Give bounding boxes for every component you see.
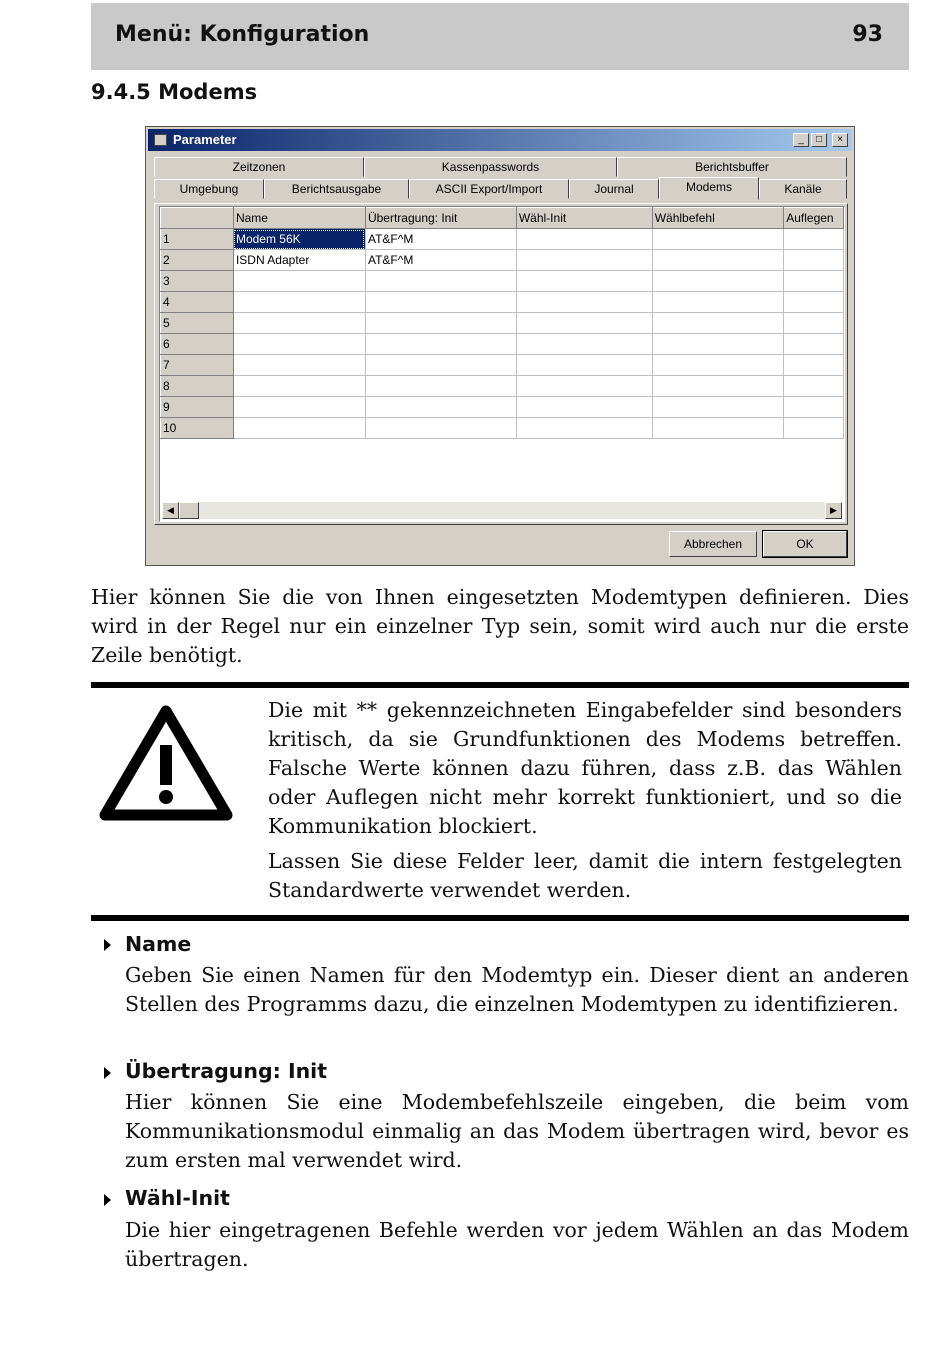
cell-waehlbefehl[interactable] <box>652 313 784 334</box>
cell-auflegen[interactable] <box>784 418 844 439</box>
cell-auflegen[interactable] <box>784 229 844 250</box>
warning-text-2: Lassen Sie diese Felder leer, damit die intern festgelegten Standardwerte verwendet werden. <box>268 849 902 902</box>
cell-name[interactable] <box>233 313 365 334</box>
cell-auflegen[interactable] <box>784 334 844 355</box>
column-header[interactable]: Auflegen <box>784 208 844 229</box>
item-title-waehl-init: Wähl-Init <box>125 1186 230 1210</box>
section-title: 9.4.5 Modems <box>91 80 258 104</box>
cell-waehlbefehl[interactable] <box>652 355 784 376</box>
tab-zeitzonen[interactable]: Zeitzonen <box>154 157 364 177</box>
cell-auflegen[interactable] <box>784 313 844 334</box>
cell-auflegen[interactable] <box>784 376 844 397</box>
cell-name[interactable] <box>233 355 365 376</box>
tab-berichtsbuffer[interactable]: Berichtsbuffer <box>617 157 847 177</box>
tab-umgebung[interactable]: Umgebung <box>154 179 264 199</box>
cell-waehl-init[interactable] <box>516 292 652 313</box>
cancel-button[interactable]: Abbrechen <box>669 531 757 557</box>
close-button[interactable]: × <box>832 133 848 147</box>
cell-waehl-init[interactable] <box>516 229 652 250</box>
parameter-dialog <box>145 126 855 566</box>
maximize-button[interactable]: □ <box>811 133 827 147</box>
bullet-arrow-icon <box>104 1067 111 1079</box>
cell-name[interactable] <box>233 292 365 313</box>
cell-waehl-init[interactable] <box>516 418 652 439</box>
bullet-arrow-icon <box>104 939 111 951</box>
cell-init[interactable] <box>365 334 516 355</box>
row-number[interactable]: 1 <box>161 229 234 250</box>
table-row[interactable] <box>161 355 844 376</box>
scroll-thumb[interactable] <box>179 502 199 519</box>
table-row[interactable] <box>161 376 844 397</box>
tab-journal[interactable]: Journal <box>569 179 659 199</box>
row-number[interactable]: 2 <box>161 250 234 271</box>
cell-waehl-init[interactable] <box>516 271 652 292</box>
cell-name[interactable] <box>233 418 365 439</box>
column-header[interactable]: Wählbefehl <box>652 208 784 229</box>
cell-name[interactable] <box>233 334 365 355</box>
page-number: 93 <box>852 22 883 47</box>
row-number[interactable]: 9 <box>161 397 234 418</box>
cell-waehl-init[interactable] <box>516 376 652 397</box>
cell-name[interactable]: Modem 56K <box>233 229 365 250</box>
cell-waehlbefehl[interactable] <box>652 250 784 271</box>
item-title-init: Übertragung: Init <box>125 1059 327 1083</box>
cell-auflegen[interactable] <box>784 250 844 271</box>
grid-corner <box>161 208 234 229</box>
ok-button[interactable]: OK <box>763 531 847 557</box>
bullet-arrow-icon <box>104 1194 111 1206</box>
tab-kassenpasswords[interactable]: Kassenpasswords <box>364 157 617 177</box>
warning-icon <box>99 703 233 821</box>
dialog-title: Parameter <box>173 132 237 147</box>
grid-header-row <box>161 208 844 229</box>
item-body-name: Geben Sie einen Namen für den Modemtyp ein. Dieser dient an anderen Stellen des Programms dazu, die einzelnen Modemtypen zu identifizieren. <box>125 963 909 1016</box>
cell-init[interactable] <box>365 418 516 439</box>
table-row[interactable] <box>161 292 844 313</box>
cell-waehlbefehl[interactable] <box>652 334 784 355</box>
scroll-right-icon[interactable]: ▶ <box>825 502 842 519</box>
tab-kanaele[interactable]: Kanäle <box>759 179 847 199</box>
cell-waehl-init[interactable] <box>516 313 652 334</box>
column-header[interactable]: Name <box>233 208 365 229</box>
cell-auflegen[interactable] <box>784 271 844 292</box>
row-number[interactable]: 7 <box>161 355 234 376</box>
row-number[interactable]: 10 <box>161 418 234 439</box>
cell-init[interactable]: AT&F^M <box>365 229 516 250</box>
cell-waehlbefehl[interactable] <box>652 418 784 439</box>
cell-waehlbefehl[interactable] <box>652 292 784 313</box>
row-number[interactable]: 3 <box>161 271 234 292</box>
cell-auflegen[interactable] <box>784 292 844 313</box>
row-number[interactable]: 6 <box>161 334 234 355</box>
column-header[interactable]: Übertragung: Init <box>365 208 516 229</box>
table-row[interactable] <box>161 313 844 334</box>
cell-auflegen[interactable] <box>784 397 844 418</box>
minimize-button[interactable]: _ <box>793 133 809 147</box>
horizontal-scrollbar[interactable] <box>162 502 842 519</box>
cell-init[interactable] <box>365 397 516 418</box>
item-body-waehl-init: Die hier eingetragenen Befehle werden vor jedem Wählen an das Modem übertragen. <box>125 1218 909 1271</box>
app-icon <box>154 134 167 146</box>
cell-init[interactable]: AT&F^M <box>365 250 516 271</box>
dialog-titlebar[interactable] <box>148 129 852 151</box>
cell-init[interactable] <box>365 376 516 397</box>
intro-paragraph: Hier können Sie die von Ihnen eingesetzten Modemtypen definieren. Dies wird in der Regel nur ein einzelner Typ sein, somit wird auch nur die erste Zeile benötigt. <box>91 585 909 667</box>
cell-waehl-init[interactable] <box>516 397 652 418</box>
cell-init[interactable] <box>365 313 516 334</box>
cell-waehl-init[interactable] <box>516 250 652 271</box>
row-number[interactable]: 4 <box>161 292 234 313</box>
cell-waehl-init[interactable] <box>516 355 652 376</box>
cell-waehlbefehl[interactable] <box>652 271 784 292</box>
header-title: Menü: Konfiguration <box>115 22 370 47</box>
cell-name[interactable] <box>233 376 365 397</box>
modem-table <box>160 207 844 439</box>
table-row[interactable] <box>161 418 844 439</box>
cell-init[interactable] <box>365 271 516 292</box>
warning-bottom-rule <box>91 915 909 921</box>
cell-waehlbefehl[interactable] <box>652 229 784 250</box>
table-row[interactable] <box>161 229 844 250</box>
tab-modems[interactable]: Modems <box>659 177 759 200</box>
cell-waehlbefehl[interactable] <box>652 376 784 397</box>
tab-ascii-export-import[interactable]: ASCII Export/Import <box>409 179 569 199</box>
cell-init[interactable] <box>365 292 516 313</box>
cell-waehl-init[interactable] <box>516 334 652 355</box>
column-header[interactable]: Wähl-Init <box>516 208 652 229</box>
cell-name[interactable] <box>233 397 365 418</box>
item-body-init: Hier können Sie eine Modembefehlszeile eingeben, die beim vom Kommunikationsmodul einmalig an das Modem übertragen wird, bevor es zum ersten mal verwendet wird. <box>125 1090 909 1172</box>
cell-waehlbefehl[interactable] <box>652 397 784 418</box>
modem-grid <box>159 206 845 522</box>
warning-text-1: Die mit ** gekennzeichneten Eingabefelder sind besonders kritisch, da sie Grundfunktionen des Modems betreffen. Falsche Werte können dazu führen, dass z.B. das Wählen oder Auflegen nicht mehr korrekt funktioniert, und so die Kommunikation blockiert. <box>268 698 902 838</box>
row-number[interactable]: 5 <box>161 313 234 334</box>
cell-name[interactable] <box>233 271 365 292</box>
table-row[interactable] <box>161 271 844 292</box>
tab-panel <box>154 203 848 525</box>
cell-name[interactable]: ISDN Adapter <box>233 250 365 271</box>
cell-init[interactable] <box>365 355 516 376</box>
table-row[interactable] <box>161 334 844 355</box>
scroll-left-icon[interactable]: ◀ <box>162 502 179 519</box>
page-header <box>91 3 909 70</box>
tab-berichtsausgabe[interactable]: Berichtsausgabe <box>264 179 409 199</box>
table-row[interactable] <box>161 397 844 418</box>
row-number[interactable]: 8 <box>161 376 234 397</box>
item-title-name: Name <box>125 932 192 956</box>
warning-top-rule <box>91 682 909 688</box>
table-row[interactable] <box>161 250 844 271</box>
cell-auflegen[interactable] <box>784 355 844 376</box>
